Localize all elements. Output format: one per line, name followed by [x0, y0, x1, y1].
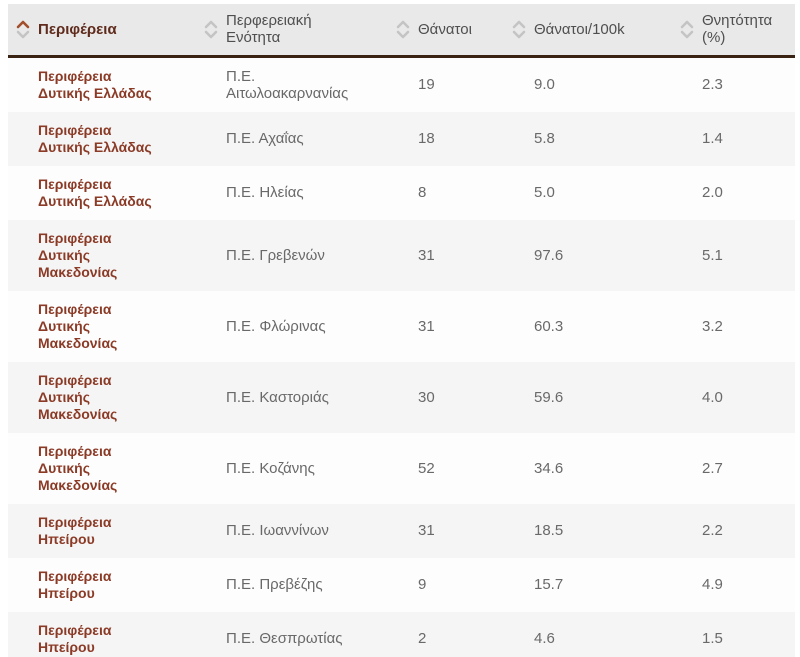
- table-body: [8, 56, 795, 657]
- deaths-per-100k-cell: 5.0: [534, 184, 555, 201]
- mortality-cell: 2.0: [702, 184, 723, 201]
- regional-unit-cell: Π.Ε. Αιτωλοακαρνανίας: [226, 67, 349, 102]
- deaths-cell: 19: [418, 76, 435, 93]
- regional-unit-cell: Π.Ε. Κοζάνης: [226, 459, 315, 477]
- deaths-per-100k-cell: 97.6: [534, 246, 564, 264]
- deaths-cell: 31: [418, 317, 435, 335]
- deaths-per-100k-cell: 4.6: [534, 630, 555, 647]
- regional-unit-cell: Π.Ε. Ιωαννίνων: [226, 522, 329, 539]
- region-cell: Περιφέρεια Δυτικής Μακεδονίας: [38, 371, 118, 422]
- region-cell: Περιφέρεια Δυτικής Μακεδονίας: [38, 442, 118, 493]
- column-label-mortality: Θνητότητα (%): [702, 12, 773, 47]
- mortality-cell: 4.0: [702, 388, 723, 406]
- regional-unit-cell: Π.Ε. Γρεβενών: [226, 246, 325, 264]
- region-cell: Περιφέρεια Δυτικής Μακεδονίας: [38, 229, 118, 280]
- table-row: [8, 166, 795, 220]
- column-label-region: Περιφέρεια: [38, 20, 117, 38]
- sort-icon-deaths[interactable]: [396, 20, 410, 39]
- header-row: [8, 4, 795, 56]
- region-cell: Περιφέρεια Ηπείρου: [38, 513, 112, 547]
- deaths-per-100k-cell: 34.6: [534, 459, 564, 477]
- column-header-deaths-per-100k[interactable]: [504, 4, 672, 56]
- deaths-cell: 9: [418, 576, 427, 593]
- region-cell: Περιφέρεια Δυτικής Ελλάδας: [38, 121, 152, 155]
- deaths-cell: 8: [418, 184, 427, 201]
- sort-icon-mortality[interactable]: [680, 20, 694, 39]
- column-header-regional-unit[interactable]: [196, 4, 388, 56]
- column-label-deaths: Θάνατοι: [418, 20, 472, 38]
- regional-unit-cell: Π.Ε. Φλώρινας: [226, 317, 326, 335]
- mortality-cell: 2.7: [702, 459, 723, 477]
- regional-unit-cell: Π.Ε. Θεσπρωτίας: [226, 630, 343, 647]
- column-header-deaths[interactable]: [388, 4, 504, 56]
- table-row: [8, 112, 795, 166]
- deaths-cell: 52: [418, 459, 435, 477]
- regional-mortality-table: [8, 4, 795, 657]
- regional-unit-cell: Π.Ε. Αχαΐας: [226, 130, 304, 147]
- mortality-cell: 2.3: [702, 76, 723, 93]
- region-cell: Περιφέρεια Ηπείρου: [38, 621, 112, 655]
- deaths-cell: 30: [418, 388, 435, 406]
- regional-unit-cell: Π.Ε. Ηλείας: [226, 184, 304, 201]
- column-label-deaths-per-100k: Θάνατοι/100k: [534, 20, 625, 38]
- mortality-cell: 3.2: [702, 317, 723, 335]
- data-table: [8, 4, 795, 657]
- deaths-per-100k-cell: 18.5: [534, 522, 564, 539]
- deaths-per-100k-cell: 9.0: [534, 76, 555, 93]
- table-row: [8, 612, 795, 657]
- mortality-cell: 2.2: [702, 522, 723, 539]
- deaths-cell: 31: [418, 246, 435, 264]
- deaths-per-100k-cell: 60.3: [534, 317, 564, 335]
- region-cell: Περιφέρεια Δυτικής Ελλάδας: [38, 67, 152, 101]
- regional-unit-cell: Π.Ε. Καστοριάς: [226, 388, 329, 406]
- sort-icon-deaths-per-100k[interactable]: [512, 20, 526, 39]
- table-row: [8, 504, 795, 558]
- region-cell: Περιφέρεια Ηπείρου: [38, 567, 112, 601]
- sort-icon-region[interactable]: [16, 20, 30, 39]
- deaths-cell: 2: [418, 630, 427, 647]
- mortality-cell: 1.5: [702, 630, 723, 647]
- region-cell: Περιφέρεια Δυτικής Ελλάδας: [38, 175, 152, 209]
- column-label-regional-unit: Περφερειακή Ενότητα: [226, 12, 312, 47]
- mortality-cell: 1.4: [702, 130, 723, 147]
- column-header-region[interactable]: [8, 4, 196, 56]
- mortality-cell: 4.9: [702, 576, 723, 593]
- column-header-mortality[interactable]: [672, 4, 795, 56]
- table-row: [8, 56, 795, 112]
- deaths-per-100k-cell: 59.6: [534, 388, 564, 406]
- table-row: [8, 362, 795, 433]
- regional-unit-cell: Π.Ε. Πρεβέζης: [226, 576, 323, 593]
- table-row: [8, 291, 795, 362]
- table-row: [8, 220, 795, 291]
- deaths-cell: 31: [418, 522, 435, 539]
- table-row: [8, 433, 795, 504]
- deaths-cell: 18: [418, 130, 435, 147]
- deaths-per-100k-cell: 15.7: [534, 576, 564, 593]
- table-row: [8, 558, 795, 612]
- deaths-per-100k-cell: 5.8: [534, 130, 555, 147]
- mortality-cell: 5.1: [702, 246, 723, 264]
- sort-icon-regional-unit[interactable]: [204, 20, 218, 39]
- region-cell: Περιφέρεια Δυτικής Μακεδονίας: [38, 300, 118, 351]
